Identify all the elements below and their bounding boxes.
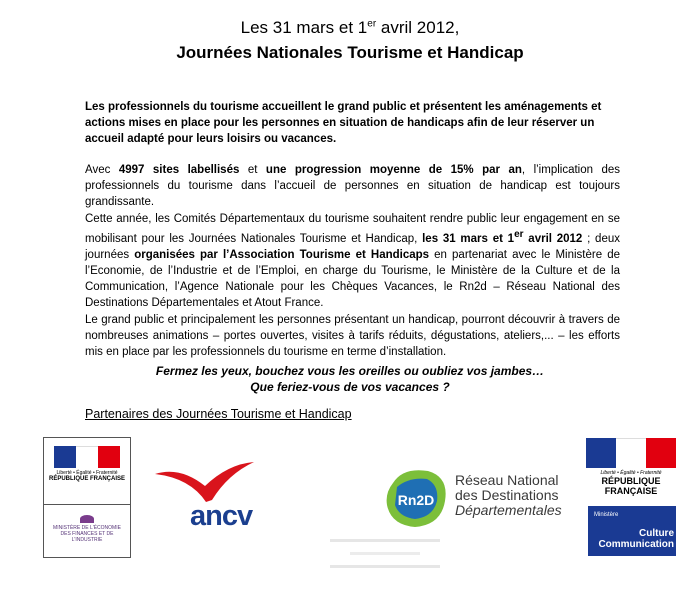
paragraph-stats: Avec 4997 sites labellisés et une progression moyenne de 15% par an, l’implication des professionnels du tourisme dans l’accueil de personnes en situation de handicap est toujours grandissante.: [85, 164, 621, 209]
ministere-culture-logo: Ministère Culture Communication: [588, 506, 676, 556]
ancv-logo: ancv: [150, 460, 260, 530]
body-text: [85, 162, 620, 360]
ministere-economie-logo: MINISTÈRE DE L'ÉCONOMIE DES FINANCES ET DE L'INDUSTRIE: [43, 503, 131, 558]
svg-text:Rn2D: Rn2D: [397, 492, 435, 508]
slogan: Fermez les yeux, bouchez vous les oreilles ou oubliez vos jambes… Que feriez-vous de vos vacances ?: [155, 364, 545, 394]
title-line-2: Journées Nationales Tourisme et Handicap: [176, 43, 524, 62]
partners-heading: Partenaires des Journées Tourisme et Handicap: [85, 407, 352, 421]
republique-francaise-logo: Liberté • Égalité • Fraternité RÉPUBLIQUE FRANÇAISE: [43, 437, 131, 505]
title-line-1: Les 31 mars et 1er avril 2012,: [240, 18, 460, 37]
lead-paragraph: Les professionnels du tourisme accueillent le grand public et présentent les aménagements et actions mises en place pour les personnes en situation de handicaps afin de leur réserver un accueil adapté pour leurs loisirs ou vacances.: [85, 101, 602, 145]
rn2d-badge-icon: [383, 465, 453, 531]
marianne-icon: [80, 515, 94, 523]
republique-francaise-logo-right: Liberté • Égalité • Fraternité RÉPUBLIQUE FRANÇAISE: [586, 438, 676, 502]
paragraph-public: Le grand public et principalement les personnes présentant un handicap, pourront découvrir à travers de nombreuses animations – portes ouvertes, visites à tarifs réduits, dégustations, ateliers,... – les efforts mis en place par les professionnels du tourisme en terme d’installation.: [85, 313, 620, 359]
tricolor-flag-icon: [54, 446, 120, 468]
rn2d-logo: Rn2D Réseau National des Destinations Départementales: [383, 465, 583, 535]
paragraph-engagement: Cette année, les Comités Départementaux du tourisme souhaitent rendre public leur engagement en se mobilisant pour les Journées Nationales Tourisme et Handicap, les 31 mars et 1er avril 2012 ; deux journées organisées par l’Association Tourisme et Handicaps en partenariat avec le Ministère de l’Economie, de l’Industrie et de l’Emploi, en charge du Tourisme, le Ministère de la Culture et de la Communication, l’Agence Nationale pour les Chèques Vacances, le Rn2d – Réseau National des Destinations Départementales et Atout France.: [85, 212, 620, 310]
faded-artifact: [330, 535, 440, 585]
tricolor-flag-icon: [586, 438, 676, 468]
